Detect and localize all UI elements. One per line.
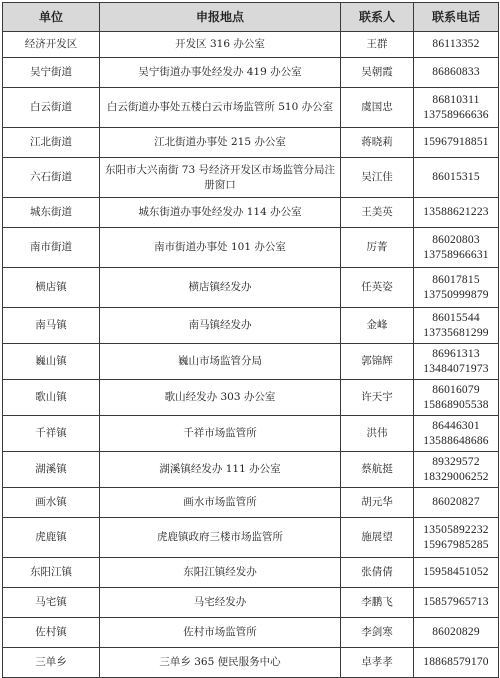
unit-cell: 湖溪镇	[3, 452, 100, 488]
contact-cell: 金峰	[341, 308, 414, 344]
phone-number: 13758966636	[423, 108, 489, 121]
phone-cell	[414, 558, 499, 588]
location-cell: 歌山经发办 303 办公室	[100, 380, 341, 416]
phone-number: 13758966631	[423, 248, 489, 261]
table-row	[3, 32, 499, 58]
phone-cell	[414, 158, 499, 198]
table-row	[3, 558, 499, 588]
table-row	[3, 380, 499, 416]
phone-cell	[414, 488, 499, 518]
phone-number: 15857965713	[423, 596, 489, 608]
table-row	[3, 488, 499, 518]
location-cell: 巍山市场监管分局	[100, 344, 341, 380]
table-row	[3, 308, 499, 344]
contact-cell: 胡元华	[341, 488, 414, 518]
phone-cell	[414, 416, 499, 452]
table-row	[3, 518, 499, 558]
phone-number: 86860833	[432, 66, 480, 78]
table-row	[3, 158, 499, 198]
contact-table	[2, 2, 499, 678]
phone-number: 86020829	[432, 626, 480, 638]
table-row	[3, 228, 499, 268]
phone-number: 13484071973	[423, 362, 489, 375]
location-cell: 画水市场监管所	[100, 488, 341, 518]
location-cell: 南市街道办事处 101 办公室	[100, 228, 341, 268]
location-cell: 横店镇经发办	[100, 268, 341, 308]
location-cell: 城东街道办事处经发办 114 办公室	[100, 198, 341, 228]
phone-number: 13750999879	[423, 288, 489, 301]
phone-number: 15967918851	[423, 136, 489, 148]
location-cell: 江北街道办事处 215 办公室	[100, 128, 341, 158]
unit-cell: 吴宁街道	[3, 58, 100, 88]
unit-cell: 江北街道	[3, 128, 100, 158]
contact-cell: 李剑寒	[341, 618, 414, 648]
table-row	[3, 344, 499, 380]
contact-cell: 郭锦辉	[341, 344, 414, 380]
table-row	[3, 88, 499, 128]
table-row	[3, 58, 499, 88]
header-contact: 联系人	[341, 3, 414, 32]
phone-cell	[414, 228, 499, 268]
table-row	[3, 198, 499, 228]
phone-cell	[414, 618, 499, 648]
contact-cell: 许天宇	[341, 380, 414, 416]
unit-cell: 虎鹿镇	[3, 518, 100, 558]
phone-number: 86017815	[432, 273, 480, 286]
unit-cell: 三单乡	[3, 648, 100, 678]
unit-cell: 经济开发区	[3, 32, 100, 58]
table-row	[3, 648, 499, 678]
phone-cell	[414, 58, 499, 88]
contact-cell: 吴朝霞	[341, 58, 414, 88]
phone-number: 15967985285	[423, 538, 489, 551]
phone-number: 86961313	[432, 347, 480, 360]
phone-number: 18868579170	[423, 656, 489, 668]
phone-cell	[414, 198, 499, 228]
phone-number: 13588621223	[423, 206, 489, 218]
unit-cell: 南马镇	[3, 308, 100, 344]
unit-cell: 南市街道	[3, 228, 100, 268]
table-row	[3, 588, 499, 618]
phone-cell	[414, 32, 499, 58]
phone-number: 13588648686	[423, 434, 489, 447]
header-unit: 单位	[3, 3, 100, 32]
phone-cell	[414, 308, 499, 344]
location-cell: 开发区 316 办公室	[100, 32, 341, 58]
phone-number: 86020803	[432, 233, 480, 246]
location-cell: 佐村市场监管所	[100, 618, 341, 648]
contact-cell: 王群	[341, 32, 414, 58]
table-row	[3, 618, 499, 648]
header-location: 申报地点	[100, 3, 341, 32]
contact-cell: 施展望	[341, 518, 414, 558]
phone-cell	[414, 268, 499, 308]
phone-cell	[414, 344, 499, 380]
table-header-row	[3, 3, 499, 32]
table-body	[3, 32, 499, 678]
phone-cell	[414, 588, 499, 618]
phone-number: 13735681299	[423, 326, 489, 339]
unit-cell: 马宅镇	[3, 588, 100, 618]
phone-number: 89329572	[432, 455, 480, 468]
phone-cell	[414, 88, 499, 128]
unit-cell: 歌山镇	[3, 380, 100, 416]
unit-cell: 巍山镇	[3, 344, 100, 380]
unit-cell: 六石街道	[3, 158, 100, 198]
contact-cell: 王美英	[341, 198, 414, 228]
phone-number: 15868905538	[423, 398, 489, 411]
phone-number: 86015315	[432, 171, 480, 183]
phone-cell	[414, 452, 499, 488]
location-cell: 东阳市大兴南街 73 号经济开发区市场监管分局注册窗口	[100, 158, 341, 198]
phone-number: 86015544	[432, 311, 480, 324]
unit-cell: 横店镇	[3, 268, 100, 308]
phone-cell	[414, 380, 499, 416]
contact-cell: 厉菁	[341, 228, 414, 268]
header-phone: 联系电话	[414, 3, 499, 32]
contact-cell: 李鹏飞	[341, 588, 414, 618]
table-row	[3, 452, 499, 488]
phone-number: 86810311	[432, 93, 480, 106]
location-cell: 三单乡 365 便民服务中心	[100, 648, 341, 678]
table-row	[3, 416, 499, 452]
location-cell: 千祥市场监管所	[100, 416, 341, 452]
location-cell: 马宅经发办	[100, 588, 341, 618]
phone-cell	[414, 648, 499, 678]
location-cell: 虎鹿镇政府三楼市场监管所	[100, 518, 341, 558]
contact-cell: 洪伟	[341, 416, 414, 452]
unit-cell: 城东街道	[3, 198, 100, 228]
location-cell: 南马镇经发办	[100, 308, 341, 344]
contact-cell: 虞国忠	[341, 88, 414, 128]
location-cell: 湖溪镇经发办 111 办公室	[100, 452, 341, 488]
phone-number: 86020827	[432, 496, 480, 508]
contact-cell: 蒋晓莉	[341, 128, 414, 158]
contact-cell: 蔡航挺	[341, 452, 414, 488]
unit-cell: 白云街道	[3, 88, 100, 128]
table-row	[3, 128, 499, 158]
contact-cell: 任英姿	[341, 268, 414, 308]
phone-number: 86016079	[432, 383, 480, 396]
unit-cell: 画水镇	[3, 488, 100, 518]
contact-cell: 卓孝孝	[341, 648, 414, 678]
location-cell: 白云街道办事处五楼白云市场监管所 510 办公室	[100, 88, 341, 128]
unit-cell: 佐村镇	[3, 618, 100, 648]
contact-cell: 张倩倩	[341, 558, 414, 588]
location-cell: 吴宁街道办事处经发办 419 办公室	[100, 58, 341, 88]
phone-number: 18329006252	[423, 470, 489, 483]
contact-cell: 吴江佳	[341, 158, 414, 198]
phone-number: 15958451052	[423, 566, 489, 578]
phone-cell	[414, 128, 499, 158]
unit-cell: 千祥镇	[3, 416, 100, 452]
phone-number: 86446301	[432, 419, 480, 432]
table-row	[3, 268, 499, 308]
phone-number: 13505892232	[423, 523, 489, 536]
location-cell: 东阳江镇经发办	[100, 558, 341, 588]
phone-number: 86113352	[432, 38, 480, 50]
phone-cell	[414, 518, 499, 558]
unit-cell: 东阳江镇	[3, 558, 100, 588]
